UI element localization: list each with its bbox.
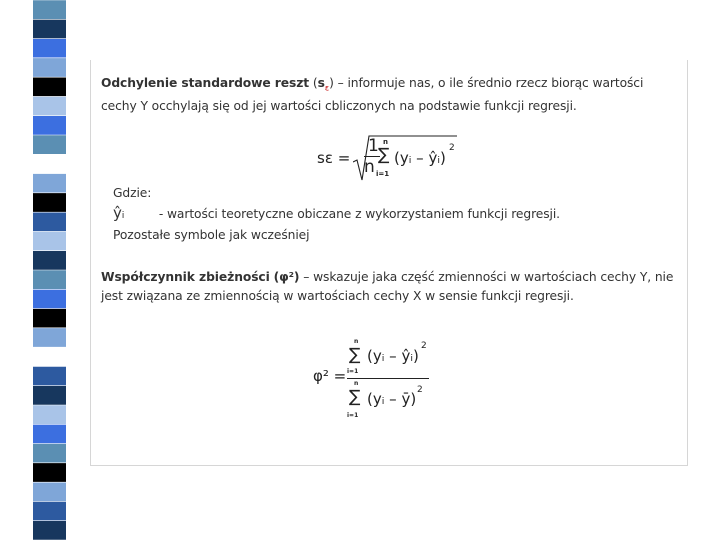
formula-1-lhs: sε = [317,149,351,167]
stripe-block [33,231,66,251]
formula-2-den-sum-sign: ∑ [349,387,361,407]
stripe-block [33,366,66,386]
formula-2-lhs: φ² = [313,367,347,385]
where-definition: wartości teoretyczne obiczane z wykorzystaniem funkcji regresji. [166,207,560,221]
where-other: Pozostałe symbole jak wcześniej [113,228,310,242]
stripe-block [33,154,66,174]
formula-2-num-body: (yᵢ – ŷᵢ) [367,347,419,365]
stripe-block [33,424,66,444]
formula-2-den-power: 2 [417,385,423,395]
where-definition-row [113,204,693,224]
stripe-block [33,482,66,502]
where-label: Gdzie: [113,186,152,200]
section-1-symbol-open: ( [312,76,318,90]
section-1-dash: – [337,76,348,90]
where-dash: - [158,207,164,221]
formula-2-fraction-bar [347,378,429,379]
where-symbol: ŷᵢ [113,204,125,222]
formula-1-sum-sign: ∑ [378,145,390,165]
stripe-block [33,174,66,194]
formula-2-num-power: 2 [421,341,427,351]
stripe-block [33,0,66,20]
section-2-title: Współczynnik zbieżności [101,270,270,284]
section-1-symbol-close: ) [329,76,334,90]
stripe-block [33,96,66,116]
formula-2-num-sum-top: n [354,338,359,345]
stripe-block [33,251,66,271]
formula-1-power: 2 [449,143,455,153]
section-2-text: wskazuje jaka część zmienności w wartościach cechy Y, nie jest związana ze zmiennością w wartościach cechy X w sensie funkcji regresji. [101,270,674,303]
stripe-block [33,347,66,367]
section-1-symbol: s [317,76,325,90]
stripe-block [33,19,66,39]
stripe-block [33,116,66,136]
section-2-paragraph [101,268,681,306]
stripe-block [33,58,66,78]
section-1-symbol-sub: ε [324,83,330,93]
stripe-block [33,309,66,329]
stripe-block [33,405,66,425]
formula-2-den-sum-bottom: i=1 [347,412,359,419]
stripe-block [33,444,66,464]
stripe-block [33,289,66,309]
formula-1-body: (yᵢ – ŷᵢ) [394,149,446,167]
decorative-stripe [0,0,80,540]
formula-1-denominator: n [364,157,375,177]
stripe-block [33,501,66,521]
stripe-block [33,463,66,483]
section-2-symbol: (φ²) [273,270,300,284]
formula-2-den-sum-top: n [354,380,359,387]
formula-2-num-sum-bottom: i=1 [347,368,359,375]
section-1-text: informuje nas, o ile średnio rzecz biorąc wartości cechy Y occhylają się od jej wartości cbliczonych na podstawie funkcji regresji. [101,76,644,114]
stripe-block [33,39,66,59]
stripe-block [33,212,66,232]
stripe-block [33,270,66,290]
formula-1-sum-bottom: i=1 [376,170,390,178]
formula-2-num-sum-sign: ∑ [349,345,361,365]
stripe-block [33,135,66,155]
section-1-paragraph [101,74,681,116]
stripe-block [33,521,66,540]
stripe-block [33,77,66,97]
slide-content [90,60,688,466]
stripe-block [33,193,66,213]
section-1-title: Odchylenie standardowe reszt [101,76,310,90]
formula-1-numerator: 1 [368,136,379,156]
stripe-block [33,386,66,406]
formula-2-den-body: (yᵢ – ȳ) [367,390,417,408]
section-2-dash: – [303,270,314,284]
stripe-block [33,328,66,348]
formula-1-sum-top: n [383,138,388,146]
